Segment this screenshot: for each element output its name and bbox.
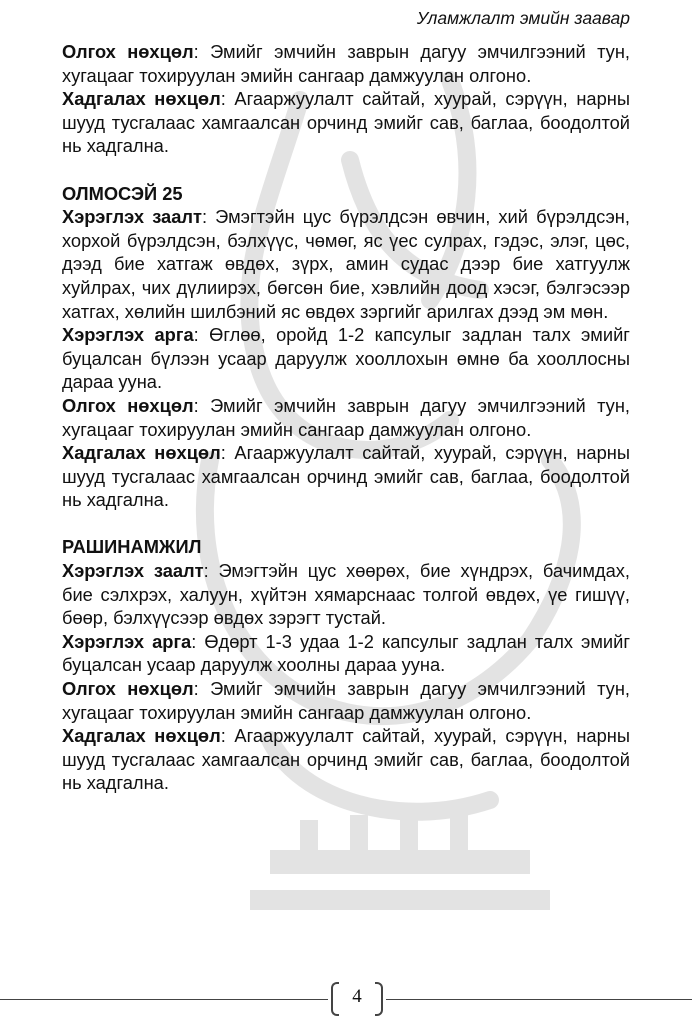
zaalt-paragraph: Хэрэглэх заалт: Эмэгтэйн цус хөөрөх, бие хүндрэх, бачимдах, бие сэлхрэх, халуун, хүйтэн хямарснаас толгой өвдөх, үе гишүү, бөөр, бэлхүүсээр өвдөх зэрэгт тустай. — [62, 560, 630, 629]
arga-text: Өдөрт 1-3 удаа 1-2 капсулыг задлан талх эмийг буцалсан усаар даруулж хоолны дараа ууна. — [62, 630, 630, 676]
olgokh-label: Олгох нөхцөл — [62, 41, 194, 62]
page-number-bracket-right — [375, 982, 383, 1016]
section-title-text: ОЛМОСЭЙ 25 — [62, 182, 183, 204]
section-title — [62, 182, 630, 206]
intro-khadgalakh-paragraph: Хадгалах нөхцөл: Агааржуулалт сайтай, хуурай, сэрүүн, нарны шууд тусгалаас хамгаалсан орчинд эмийг сав, баглаа, боодолтой нь хадгална. — [62, 88, 630, 157]
olgokh-label: Олгох нөхцөл — [62, 678, 194, 700]
khadgalakh-text: Агааржуулалт сайтай, хуурай, сэрүүн, нарны шууд тусгалаас хамгаалсан орчинд эмийг сав, баглаа, боодолтой нь хадгална. — [62, 442, 630, 511]
khadgalakh-text: Агааржуулалт сайтай, хуурай, сэрүүн, нарны шууд тусгалаас хамгаалсан орчинд эмийг сав, баглаа, боодолтой нь хадгална. — [62, 725, 630, 794]
arga-paragraph: Хэрэглэх арга: Өглөө, оройд 1-2 капсулыг задлан талх эмийг буцалсан бүлээн усаар даруулж хооллохын өмнө ба хооллосны дараа ууна. — [62, 324, 630, 393]
spacer — [62, 158, 630, 182]
intro-olgokh-paragraph: Олгох нөхцөл: Эмийг эмчийн заврын дагуу эмчилгээний тун, хугацааг тохируулан эмийн сангаар дамжуулан олгоно. — [62, 41, 630, 86]
arga-paragraph: Хэрэглэх арга: Өдөрт 1-3 удаа 1-2 капсулыг задлан талх эмийг буцалсан усаар даруулж хоолны дараа ууна. — [62, 630, 630, 676]
footer-rule-right — [386, 999, 692, 1000]
section-title — [62, 535, 630, 559]
arga-label: Хэрэглэх арга — [62, 324, 194, 346]
zaalt-text: Эмэгтэйн цус хөөрөх, бие хүндрэх, бачимдах, бие сэлхрэх, халуун, хүйтэн хямарснаас толгой өвдөх, үе гишүү, бөөр, бэлхүүсээр өвдөх зэрэгт тустай. — [62, 560, 630, 629]
zaalt-label: Хэрэглэх заалт — [62, 206, 202, 228]
section-title-text: РАШИНАМЖИЛ — [62, 536, 202, 558]
olgokh-text: Эмийг эмчийн заврын дагуу эмчилгээний тун, хугацааг тохируулан эмийн сангаар дамжуулан олгоно. — [62, 678, 630, 723]
olgokh-paragraph: Олгох нөхцөл: Эмийг эмчийн заврын дагуу эмчилгээний тун, хугацааг тохируулан эмийн сангаар дамжуулан олгоно. — [62, 678, 630, 723]
footer-rule-left — [0, 999, 328, 1000]
khadgalakh-text: Агааржуулалт сайтай, хуурай, сэрүүн, нарны шууд тусгалаас хамгаалсан орчинд эмийг сав, баглаа, боодолтой нь хадгална. — [62, 88, 630, 157]
spacer — [62, 512, 630, 536]
running-header: Уламжлалт эмийн заавар — [416, 8, 630, 28]
khadgalakh-paragraph: Хадгалах нөхцөл: Агааржуулалт сайтай, хуурай, сэрүүн, нарны шууд тусгалаас хамгаалсан орчинд эмийг сав, баглаа, боодолтой нь хадгална. — [62, 442, 630, 511]
khadgalakh-label: Хадгалах нөхцөл — [62, 88, 221, 110]
olgokh-text: Эмийг эмчийн заврын дагуу эмчилгээний тун, хугацааг тохируулан эмийн сангаар дамжуулан олгоно. — [62, 394, 630, 440]
olgokh-text: Эмийг эмчийн заврын дагуу эмчилгээний тун, хугацааг тохируулан эмийн сангаар дамжуулан олгоно. — [62, 41, 630, 86]
zaalt-label: Хэрэглэх заалт — [62, 560, 204, 582]
olgokh-paragraph: Олгох нөхцөл: Эмийг эмчийн заврын дагуу эмчилгээний тун, хугацааг тохируулан эмийн сангаар дамжуулан олгоно. — [62, 394, 630, 440]
arga-text: Өглөө, оройд 1-2 капсулыг задлан талх эмийг буцалсан бүлээн усаар даруулж хооллохын өмнө ба хооллосны дараа ууна. — [62, 324, 630, 393]
zaalt-text: Эмэгтэйн цус бүрэлдсэн өвчин, хий бүрэлдсэн, хорхой бүрэлдсэн, бэлхүүс, чөмөг, яс үес сулрах, гэдэс, элэг, цөс, дээд бие хатгаж өвдөх, зүрх, амин судас дээр бие хатгуулж хуйлрах, чих дүлиирэх, бөгсөн бие, хэвлийн доод хэсэг, бэлгэсээр хатгах, хөлийн шилбэний яс өвдөх зэргийг арилгах дээд эм мөн. — [62, 206, 630, 322]
zaalt-paragraph: Хэрэглэх заалт: Эмэгтэйн цус бүрэлдсэн өвчин, хий бүрэлдсэн, хорхой бүрэлдсэн, бэлхүүс, чөмөг, яс үес сулрах, гэдэс, элэг, цөс, дээд бие хатгаж өвдөх, зүрх, амин судас дээр бие хатгуулж хуйлрах, чих дүлиирэх, бөгсөн бие, хэвлийн доод хэсэг, бэлгэсээр хатгах, хөлийн шилбэний яс өвдөх зэргийг арилгах дээд эм мөн. — [62, 206, 630, 322]
olgokh-label: Олгох нөхцөл — [62, 394, 194, 416]
khadgalakh-paragraph: Хадгалах нөхцөл: Агааржуулалт сайтай, хуурай, сэрүүн, нарны шууд тусгалаас хамгаалсан орчинд эмийг сав, баглаа, боодолтой нь хадгална. — [62, 725, 630, 794]
khadgalakh-label: Хадгалах нөхцөл — [62, 725, 221, 747]
page-number: 4 — [352, 986, 362, 1007]
body-text — [62, 40, 630, 795]
arga-label: Хэрэглэх арга — [62, 630, 192, 652]
page-number-bracket-left — [331, 982, 339, 1016]
khadgalakh-label: Хадгалах нөхцөл — [62, 442, 221, 464]
